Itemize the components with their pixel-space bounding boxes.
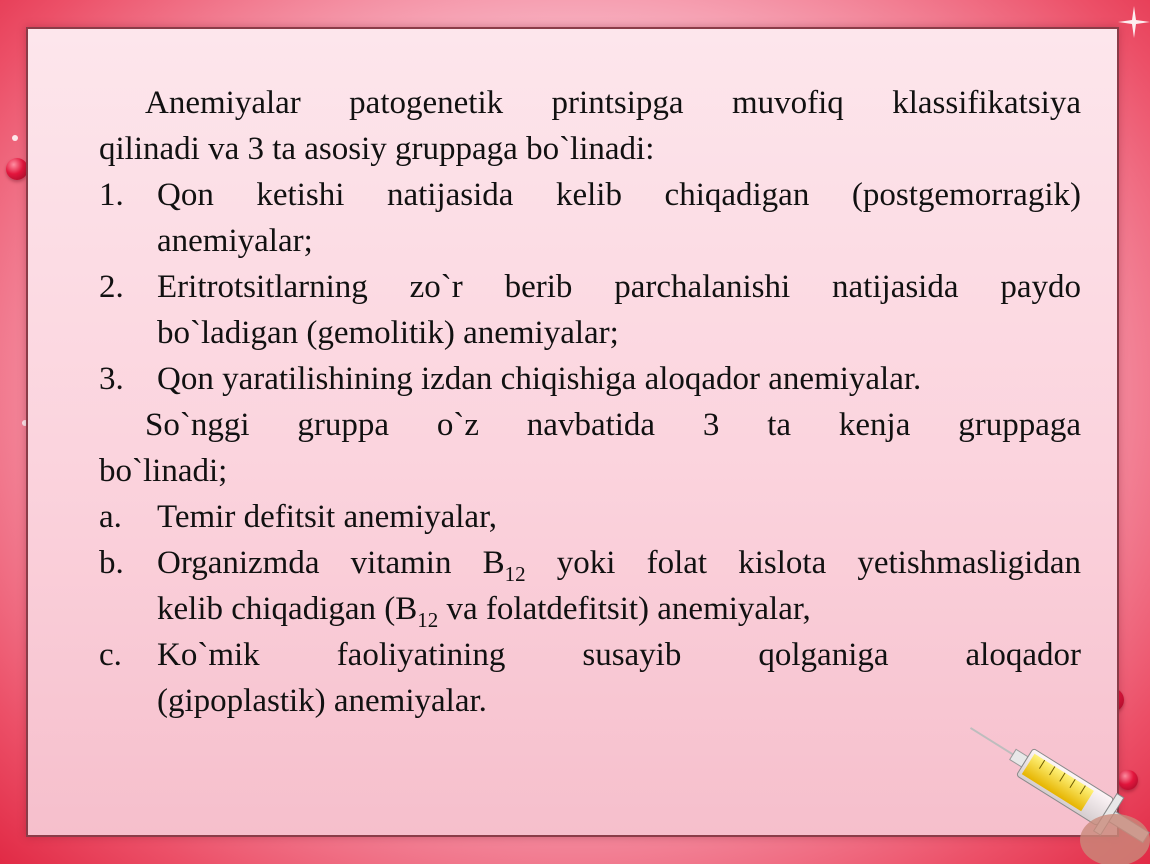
- list-item: [99, 264, 1081, 356]
- list-item-line: Qon yaratilishining izdan chiqishiga aloqador anemiyalar.: [157, 361, 922, 397]
- subscript: 12: [504, 562, 526, 586]
- list-item: [99, 632, 1081, 724]
- list-item-line: [157, 540, 1081, 586]
- list-item-line: Ko`mik faoliyatining susayib qolganiga aloqador: [157, 637, 1081, 673]
- list-marker: b.: [99, 545, 124, 581]
- list-item: [99, 356, 1081, 402]
- text-fragment: kelib chiqadigan (B: [157, 591, 418, 627]
- list-item-line: bo`ladigan (gemolitik) anemiyalar;: [157, 315, 619, 351]
- list-marker: 3.: [99, 361, 124, 397]
- list-marker: 1.: [99, 177, 124, 213]
- subgroup-paragraph: [99, 402, 1081, 448]
- text-fragment: va folatdefitsit) anemiyalar,: [438, 591, 811, 627]
- list-item: [99, 540, 1081, 632]
- numbered-list: [99, 172, 1081, 402]
- intro-paragraph-continued: [99, 126, 1081, 172]
- subgroup-line-2: bo`linadi;: [99, 453, 228, 489]
- intro-paragraph: [99, 80, 1081, 126]
- intro-line-1: Anemiyalar patogenetik printsipga muvofiq klassifikatsiya: [145, 85, 1081, 121]
- list-item-line: (gipoplastik) anemiyalar.: [157, 683, 487, 719]
- list-marker: a.: [99, 499, 122, 535]
- decor-dot: [12, 135, 18, 141]
- list-item-line: Temir defitsit anemiyalar,: [157, 499, 497, 535]
- list-item-line: [157, 586, 1081, 632]
- list-marker: 2.: [99, 269, 124, 305]
- slide-body: [99, 80, 1081, 724]
- lettered-list: [99, 494, 1081, 724]
- text-fragment: Organizmda vitamin B: [157, 545, 505, 581]
- syringe-icon: [965, 700, 1150, 864]
- list-item-line: Qon ketishi natijasida kelib chiqadigan (postgemorragik): [157, 177, 1081, 213]
- list-item-line: Eritrotsitlarning zo`r berib parchalanishi natijasida paydo: [157, 269, 1081, 305]
- list-item: [99, 172, 1081, 264]
- subgroup-line-1: So`nggi gruppa o`z navbatida 3 ta kenja gruppaga: [145, 407, 1081, 443]
- subgroup-paragraph-continued: [99, 448, 1081, 494]
- list-item: [99, 494, 1081, 540]
- intro-line-2: qilinadi va 3 ta asosiy gruppaga bo`linadi:: [99, 131, 655, 167]
- subscript: 12: [417, 608, 439, 632]
- text-fragment: yoki folat kislota yetishmasligidan: [525, 545, 1081, 581]
- list-item-line: anemiyalar;: [157, 223, 313, 259]
- sparkle-icon: [1118, 6, 1150, 38]
- blood-drop-icon: [6, 158, 28, 180]
- list-marker: c.: [99, 637, 122, 673]
